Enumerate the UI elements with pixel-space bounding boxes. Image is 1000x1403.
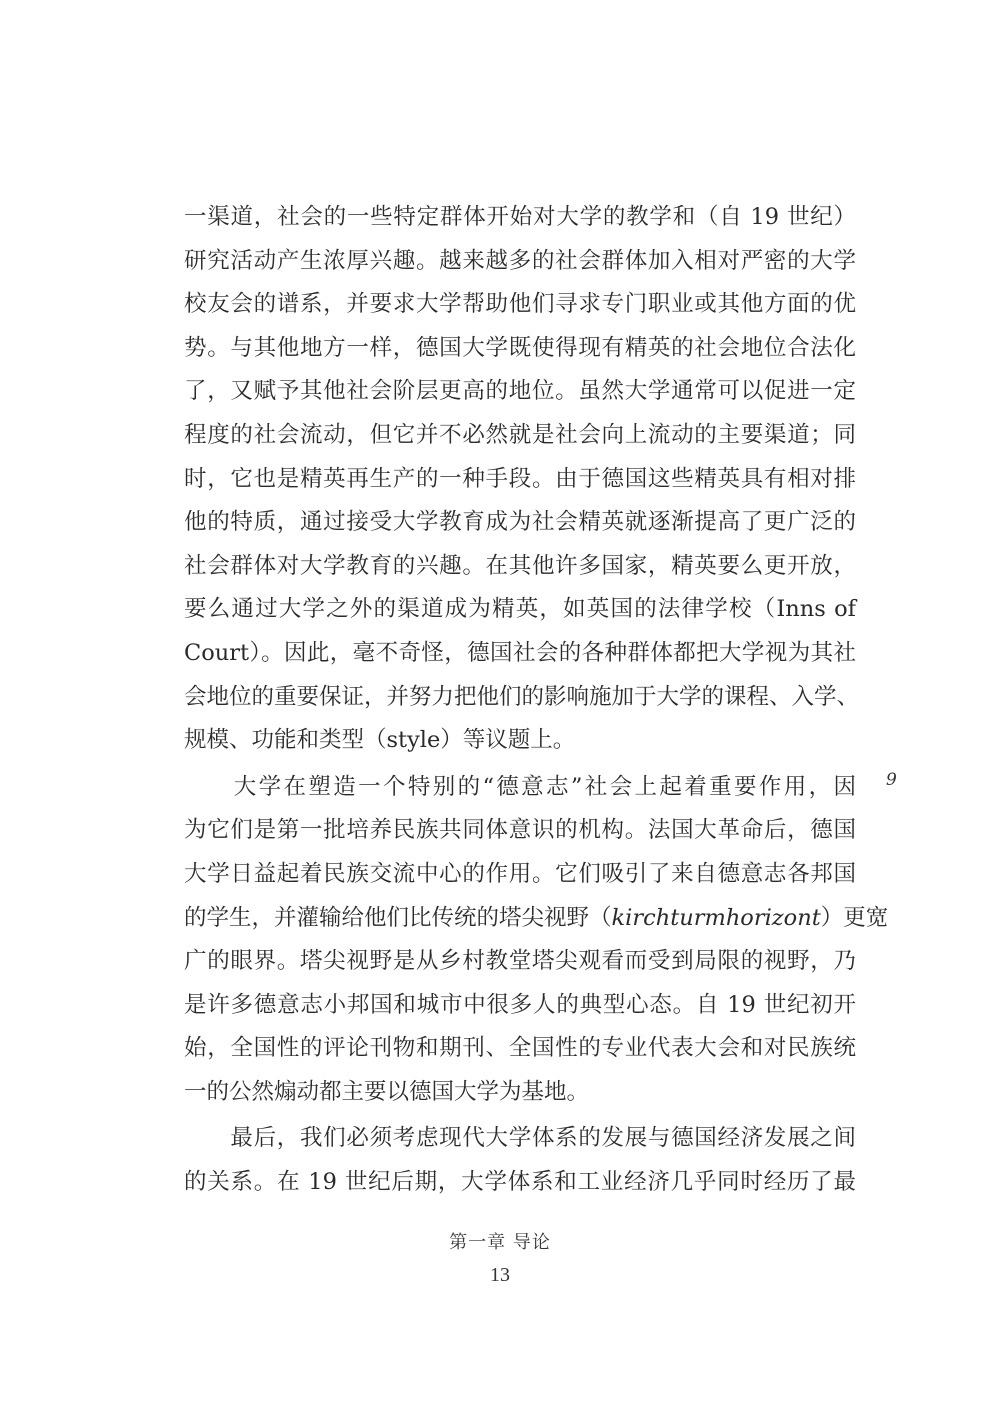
margin-page-reference: 9 (886, 770, 897, 790)
page-number: 13 (490, 1264, 510, 1286)
text-line: 规模、功能和类型（style）等议题上。 (184, 727, 576, 754)
text-line: 时，它也是精英再生产的一种手段。由于德国这些精英具有相对排 (184, 465, 856, 492)
text-line: 广的眼界。塔尖视野是从乡村教堂塔尖观看而受到局限的视野，乃 (184, 948, 856, 975)
italic-term: kirchturmhorizont (611, 904, 821, 931)
paragraph-3 (184, 1117, 856, 1204)
text-line: 会地位的重要保证，并努力把他们的影响施加于大学的课程、入学、 (184, 683, 860, 710)
text-line: 势。与其他地方一样，德国大学既使得现有精英的社会地位合法化 (184, 334, 856, 361)
text-line: 程度的社会流动，但它并不必然就是社会向上流动的主要渠道；同 (184, 421, 856, 448)
text-line: 了，又赋予其他社会阶层更高的地位。虽然大学通常可以促进一定 (184, 378, 856, 405)
text-line: 为它们是第一批培养民族共同体意识的机构。法国大革命后，德国 (184, 817, 856, 844)
text-line-with-term (184, 897, 889, 941)
text-line: 研究活动产生浓厚兴趣。越来越多的社会群体加入相对严密的大学 (184, 247, 856, 274)
text-line: 一渠道，社会的一些特定群体开始对大学的教学和（自 19 世纪） (184, 204, 856, 230)
text-line: 是许多德意志小邦国和城市中很多人的典型心态。自 19 世纪初开 (184, 991, 856, 1018)
paragraph-2 (184, 766, 889, 1115)
text-line: 的关系。在 19 世纪后期，大学体系和工业经济几乎同时经历了最 (184, 1169, 856, 1196)
text-line: 要么通过大学之外的渠道成为精英，如英国的法律学校（Inns of (184, 596, 856, 623)
text-line: 大学在塑造一个特别的“德意志”社会上起着重要作用，因 (184, 773, 856, 800)
text-line: 一的公然煽动都主要以德国大学为基地。 (184, 1078, 590, 1105)
running-footer-chapter-title: 第一章 导论 (449, 1232, 551, 1253)
text-line: 大学日益起着民族交流中心的作用。它们吸引了来自德意志各邦国 (184, 860, 856, 887)
text-line: 始，全国性的评论刊物和期刊、全国性的专业代表大会和对民族统 (184, 1035, 856, 1062)
text-line: Court）。因此，毫不奇怪，德国社会的各种群体都把大学视为其社 (184, 639, 856, 666)
text-fragment: ）更宽 (820, 904, 889, 931)
body-text (184, 196, 889, 1205)
text-line: 最后，我们必须考虑现代大学体系的发展与德国经济发展之间 (184, 1125, 856, 1152)
text-line: 社会群体对大学教育的兴趣。在其他许多国家，精英要么更开放， (184, 552, 856, 579)
text-line: 校友会的谱系，并要求大学帮助他们寻求专门职业或其他方面的优 (184, 291, 856, 318)
text-fragment: 的学生，并灌输给他们比传统的塔尖视野（ (184, 904, 612, 931)
paragraph-1 (184, 196, 860, 763)
text-line: 他的特质，通过接受大学教育成为社会精英就逐渐提高了更广泛的 (184, 509, 856, 536)
